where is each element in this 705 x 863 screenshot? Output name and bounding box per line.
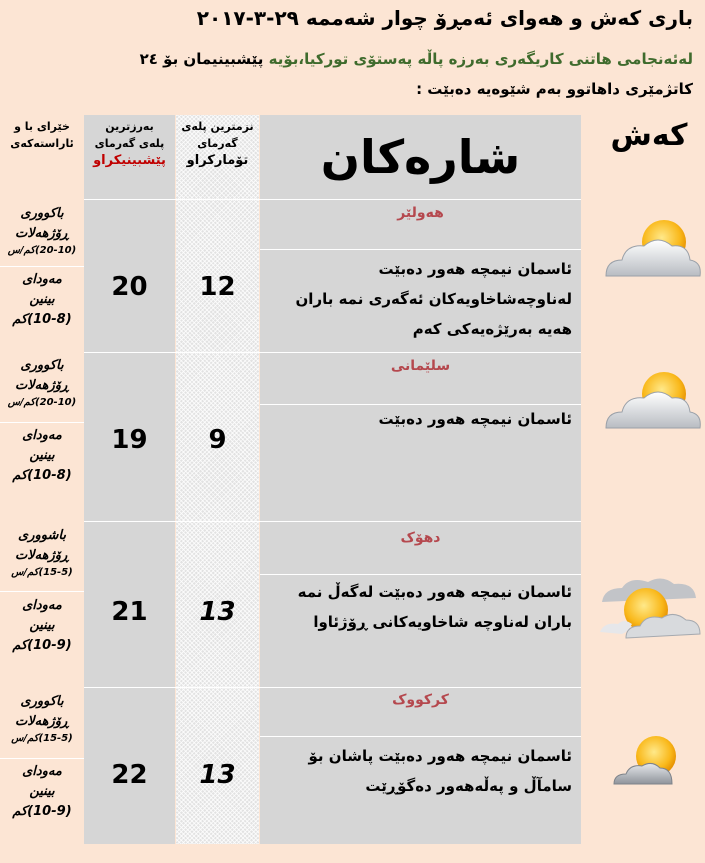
max-temp-value: 19	[111, 425, 148, 455]
sun-small-cloud-icon	[610, 728, 690, 794]
visibility-info: مەودای بینین (10-8)کم	[12, 272, 72, 327]
wind-info: باکووری ڕۆژهەلات (20-10)کم/س	[7, 206, 77, 256]
min-temp-value: 13	[199, 597, 236, 627]
subtitle-main: لەئەنجامی هاتنی کاریگەری بەرزە پاڵە پەستۆی تورکیا،بۆیە	[268, 50, 693, 68]
weather-description: ئاسمان نیمچە هەور دەبێت لەگەڵ نمە باران لەناوچە شاخاویەکانی ڕۆژئاوا	[297, 583, 572, 631]
weather-column-header: کەش	[610, 118, 688, 153]
wind-info: باشووری ڕۆژهەلات (15-5)کم/س	[11, 528, 73, 578]
min-temp-value: 9	[208, 425, 227, 455]
min-temp-header: نزمترین پلەی گەرمای تۆمارکراو	[181, 120, 254, 168]
max-temp-value: 21	[111, 597, 148, 627]
min-temp-value: 12	[199, 272, 236, 302]
visibility-info: مەودای بینین (10-8)کم	[12, 428, 72, 483]
subtitle-line-2: کاتژمێری داهاتوو بەم شێوەیە دەبێت :	[416, 80, 693, 98]
column-cities	[260, 115, 581, 844]
weather-description: ئاسمان نیمچە هەور دەبێت	[378, 410, 572, 428]
city-name: دهۆک	[400, 530, 441, 546]
city-name: هەولێر	[397, 205, 444, 221]
max-temp-header: بەرزترین پلەی گەرمای پێشبینیکراو	[93, 120, 166, 168]
min-temp-value: 13	[199, 760, 236, 790]
wind-header: خێرای با و ئاراستەکەی	[10, 120, 74, 150]
city-name: سلێمانی	[390, 358, 451, 374]
sun-cloud-icon	[598, 208, 702, 293]
city-name: کرکووک	[392, 692, 449, 708]
max-temp-value: 22	[111, 760, 148, 790]
visibility-info: مەودای بینین (10-9)کم	[12, 764, 72, 819]
sun-cloud-icon	[598, 360, 702, 445]
cities-column-header: شارەکان	[320, 130, 521, 184]
wind-info: باکووری ڕۆژهەلات (20-10)کم/س	[7, 358, 77, 408]
column-max-temp	[84, 115, 175, 844]
weather-description: ئاسمان نیمچە هەور دەبێت پاشان بۆ سامآڵ و پەڵەهەور دەگۆڕێت	[308, 747, 572, 795]
sun-behind-clouds-icon	[596, 562, 702, 648]
column-min-temp	[176, 115, 259, 844]
wind-info: باکووری ڕۆژهەلات (15-5)کم/س	[11, 694, 73, 744]
subtitle-line-1	[140, 50, 693, 68]
weather-description: ئاسمان نیمچە هەور دەبێت لەناوچەشاخاویەکان ئەگەری نمە باران هەیە بەرێژەیەکی کەم	[295, 260, 572, 338]
subtitle-tail: پێشبینیمان بۆ ٢٤	[139, 50, 264, 68]
max-temp-value: 20	[111, 272, 148, 302]
page-title: باری کەش و هەوای ئەمڕۆ چوار شەممە ٢٩-٣-٢٠١٧	[196, 6, 693, 30]
visibility-info: مەودای بینین (10-9)کم	[12, 598, 72, 653]
